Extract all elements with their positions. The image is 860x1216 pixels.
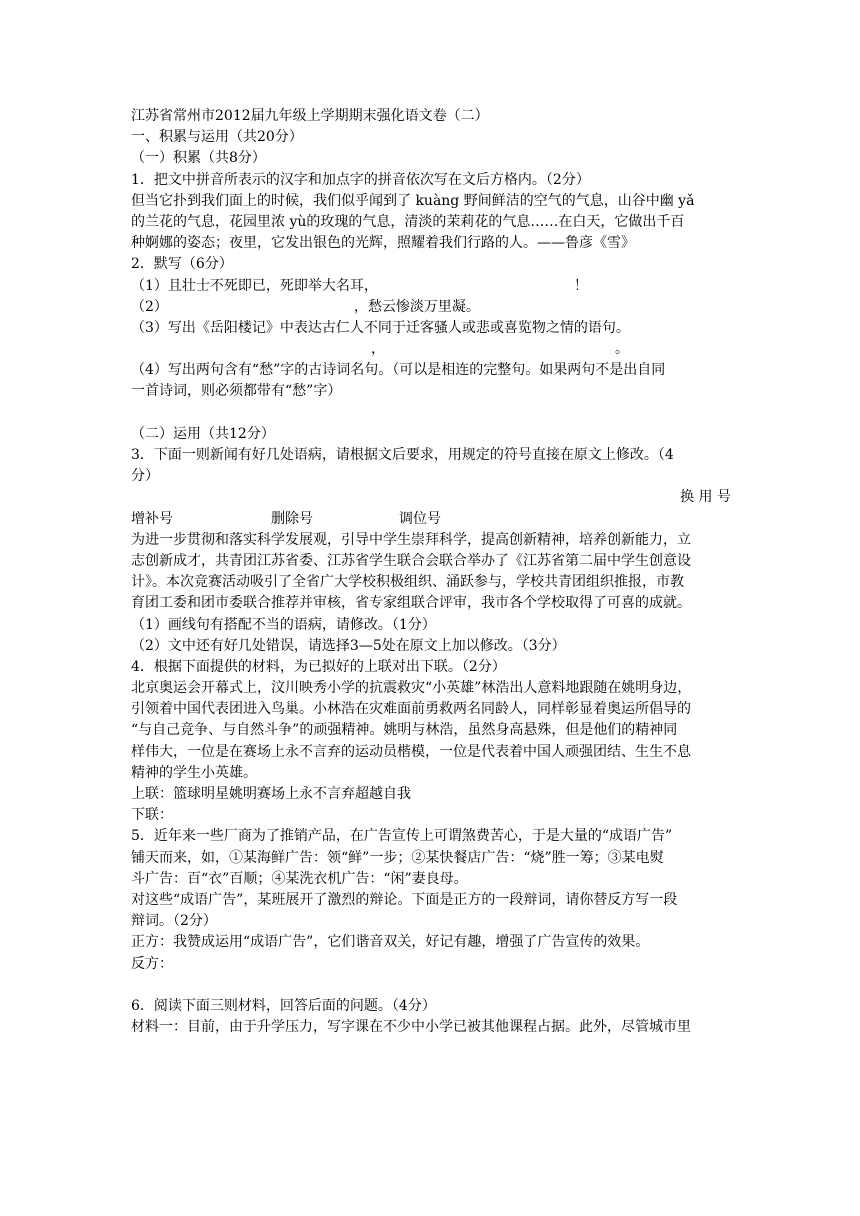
question-6: 6．阅读下面三则材料，回答后面的问题。（4分）: [131, 997, 436, 1014]
dictation-item-4-cont: 一首诗词，则必须都带有“愁”字）: [131, 383, 342, 400]
material-line: 材料一：目前，由于升学压力，写字课在不少中小学已被其他课程占据。此外，尽管城市里: [131, 1019, 691, 1036]
material-line: “与自己竞争、与自然斗争”的顽强精神。姚明与林浩，虽然身高悬殊，但是他们的精神同: [131, 722, 678, 739]
question-3-part-1: （1）画线句有搭配不当的语病，请修改。（1分）: [131, 616, 436, 633]
section-heading: 一、积累与运用（共20分）: [131, 129, 303, 146]
dictation-item-1: [131, 276, 731, 297]
news-line: 为进一步贯彻和落实科学发展观，引导中学生崇拜科学，提高创新精神，培养创新能力，立: [131, 531, 691, 548]
exam-title: 江苏省常州市2012届九年级上学期期末强化语文卷（二）: [131, 108, 489, 124]
question-5-cont: 斗广告：百“衣”百顺；④某洗衣机广告：“闲”妻良母。: [131, 870, 468, 887]
subsection-heading: （二）运用（共12分）: [131, 425, 275, 442]
answer-space: [131, 403, 731, 424]
dictation-item-4: （4）写出两句含有“愁”字的古诗词名句。（可以是相连的完整句。如果两句不是出自同: [131, 362, 666, 379]
con-argument: 反方：: [131, 955, 173, 972]
material-line: 样伟大，一位是在赛场上永不言弃的运动员楷模，一位是代表着中国人顽强团结、生生不息: [131, 743, 691, 760]
question-5-task-cont: 辩词。（2分）: [131, 913, 217, 930]
dictation-text: ，愁云惨淡万里凝。: [353, 298, 480, 315]
symbol-move: 调位号: [399, 510, 441, 527]
question-3: 3．下面一则新闻有好几处语病，请根据文后要求，用规定的符号直接在原文上修改。（4: [131, 447, 674, 463]
exam-document: [131, 106, 731, 1038]
answer-space: [131, 975, 731, 996]
material-line: 精神的学生小英雄。: [131, 764, 257, 781]
dictation-blank-line: [131, 339, 731, 360]
dictation-prompt: （1）且壮士不死即已，死即举大名耳，: [131, 277, 378, 294]
symbol-swap: 换 用 号: [680, 489, 731, 506]
material-line: 北京奥运会开幕式上，汶川映秀小学的抗震救灾“小英雄”林浩出人意料地跟随在姚明身边，: [131, 680, 692, 697]
news-line: 育团工委和团市委联合推荐并审核，省专家组联合评审，我市各个学校取得了可喜的成就。: [131, 595, 691, 612]
punctuation: 。: [615, 341, 629, 358]
passage-line: 的兰花的气息，花园里浓 yù的玫瑰的气息，清淡的茉莉花的气息……在白天，它做出千百: [131, 213, 685, 230]
punctuation: ，: [371, 341, 385, 358]
news-line: 计》。本次竞赛活动吸引了全省广大学校积极组织、涌跃参与，学校共青团组织推报，市教: [131, 574, 684, 591]
symbol-add: 增补号: [131, 510, 173, 527]
material-line: 引领着中国代表团进入鸟巢。小林浩在灾难面前勇救两名同龄人，同样彰显着奥运所倡导的: [131, 701, 691, 718]
upper-couplet: 上联：篮球明星姚明赛场上永不言弃超越自我: [131, 786, 411, 802]
question-2: 2．默写（6分）: [131, 256, 233, 273]
dictation-prompt: （2）: [131, 298, 168, 315]
question-5-task: 对这些“成语广告”，某班展开了激烈的辩论。下面是正方的一段辩词，请你替反方写一段: [131, 891, 678, 908]
question-4: 4．根据下面提供的材料，为已拟好的上联对出下联。（2分）: [131, 658, 506, 675]
symbol-delete: 删除号: [271, 510, 313, 527]
lower-couplet: 下联：: [131, 807, 173, 824]
pro-argument: 正方：我赞成运用“成语广告”，它们谐音双关，好记有趣，增强了广告宣传的效果。: [131, 934, 650, 951]
question-5: 5．近年来一些厂商为了推销产品，在广告宣传上可谓煞费苦心，于是大量的“成语广告”: [131, 828, 673, 845]
passage-line: 种婀娜的姿态；夜里，它发出银色的光辉，照耀着我们行路的人。——鲁彦《雪》: [131, 235, 635, 252]
question-3-part-2: （2）文中还有好几处错误，请选择3—5处在原文上加以修改。（3分）: [131, 637, 566, 654]
punctuation: ！: [573, 277, 588, 294]
question-1: 1．把文中拼音所表示的汉字和加点字的拼音依次写在文后方格内。（2分）: [131, 171, 590, 188]
question-5-cont: 铺天而来，如，①某海鲜广告：领“鲜”一步；②某快餐店广告：“烧”胜一筹；③某电熨: [131, 849, 664, 866]
question-3-cont: 分）: [131, 468, 159, 485]
news-line: 志创新成才，共青团江苏省委、江苏省学生联合会联合举办了《江苏省第二届中学生创意设: [131, 552, 691, 569]
subsection-heading: （一）积累（共8分）: [131, 150, 266, 167]
passage-line: 但当它扑到我们面上的时候，我们似乎闻到了 kuàng 野间鲜洁的空气的气息，山谷中幽 yǎ: [131, 192, 695, 209]
symbol-row: [131, 509, 731, 530]
dictation-item-2: [131, 297, 731, 318]
dictation-item-3: （3）写出《岳阳楼记》中表达古仁人不同于迁客骚人或悲或喜览物之情的语句。: [131, 319, 630, 336]
